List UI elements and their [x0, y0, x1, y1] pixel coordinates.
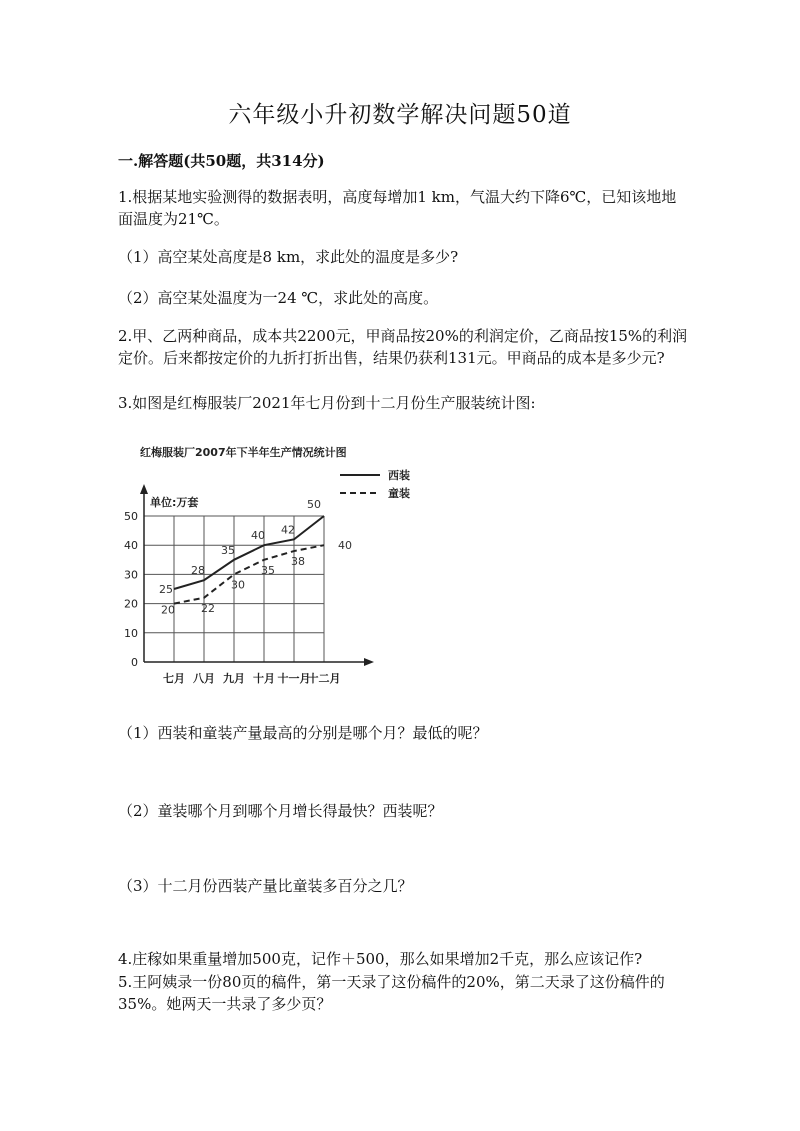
chart-legend	[340, 468, 410, 500]
question-4-stem: 4.庄稼如果重量增加500克，记作＋500，那么如果增加2千克，那么应该记作?	[118, 950, 643, 968]
data-label: 28	[191, 564, 205, 578]
y-tick-label: 50	[124, 510, 138, 523]
production-line-chart	[118, 440, 418, 704]
section-heading: 一.解答题(共50题，共314分)	[118, 152, 325, 170]
data-label: 40	[338, 539, 352, 553]
chart-axes	[140, 484, 374, 666]
page-title: 六年级小升初数学解决问题50道	[228, 102, 572, 128]
legend-label: 西装	[388, 469, 410, 482]
data-label: 35	[261, 563, 275, 577]
series-line-西装	[174, 516, 324, 592]
y-tick-label: 10	[124, 626, 138, 640]
data-label: 42	[281, 523, 295, 537]
data-label: 22	[201, 601, 215, 615]
question-3-sub-1: （1）西装和童装产量最高的分别是哪个月？最低的呢？	[118, 724, 488, 742]
data-label: 30	[231, 578, 245, 592]
question-3-stem: 3.如图是红梅服装厂2021年七月份到十二月份生产服装统计图:	[118, 394, 536, 412]
legend-label: 童装	[388, 487, 410, 500]
chart-y-axis-label: 单位:万套	[150, 496, 199, 509]
question-1-stem: 1.根据某地实验测得的数据表明，高度每增加1 km，气温大约下降6℃，已知该地地面温度为21℃。	[118, 188, 677, 228]
y-tick-label: 20	[124, 597, 138, 611]
x-tick-label: 八月	[193, 672, 215, 685]
x-tick-label: 九月	[223, 672, 245, 685]
data-label: 20	[161, 603, 175, 617]
data-label: 40	[251, 529, 265, 543]
question-1-sub-2: （2）高空某处温度为一24 ℃，求此处的高度。	[118, 289, 439, 307]
data-label: 35	[221, 543, 235, 557]
data-label: 25	[159, 583, 173, 596]
data-label: 38	[291, 555, 305, 569]
chart-tick-labels	[124, 510, 341, 685]
chart-title: 红梅服装厂2007年下半年生产情况统计图	[140, 446, 347, 459]
y-tick-label: 30	[124, 568, 138, 582]
question-2-stem: 2.甲、乙两种商品，成本共2200元，甲商品按20%的利润定价，乙商品按15%的利润定价。后来都按定价的九折打折出售，结果仍获利131元。甲商品的成本是多少元?	[118, 327, 688, 367]
question-3-sub-2: （2）童装哪个月到哪个月增长得最快？西装呢？	[118, 802, 443, 820]
x-tick-label: 十一月	[277, 672, 311, 685]
y-tick-label: 0	[131, 656, 138, 669]
x-tick-label: 七月	[163, 672, 185, 685]
question-3-sub-3: （3）十二月份西装产量比童装多百分之几？	[118, 877, 413, 895]
y-tick-label: 40	[124, 539, 138, 553]
x-tick-label: 十月	[253, 672, 275, 685]
x-tick-label: 十二月	[307, 672, 341, 685]
question-1-sub-1: （1）高空某处高度是8 km，求此处的温度是多少?	[118, 248, 459, 266]
question-5-stem: 5.王阿姨录一份80页的稿件，第一天录了这份稿件的20%，第二天录了这份稿件的35%。她两天一共录了多少页？	[118, 973, 665, 1013]
y-axis-arrow	[140, 484, 148, 494]
x-axis-arrow	[364, 658, 374, 666]
data-label: 50	[307, 498, 321, 511]
chart-canvas	[118, 440, 418, 700]
